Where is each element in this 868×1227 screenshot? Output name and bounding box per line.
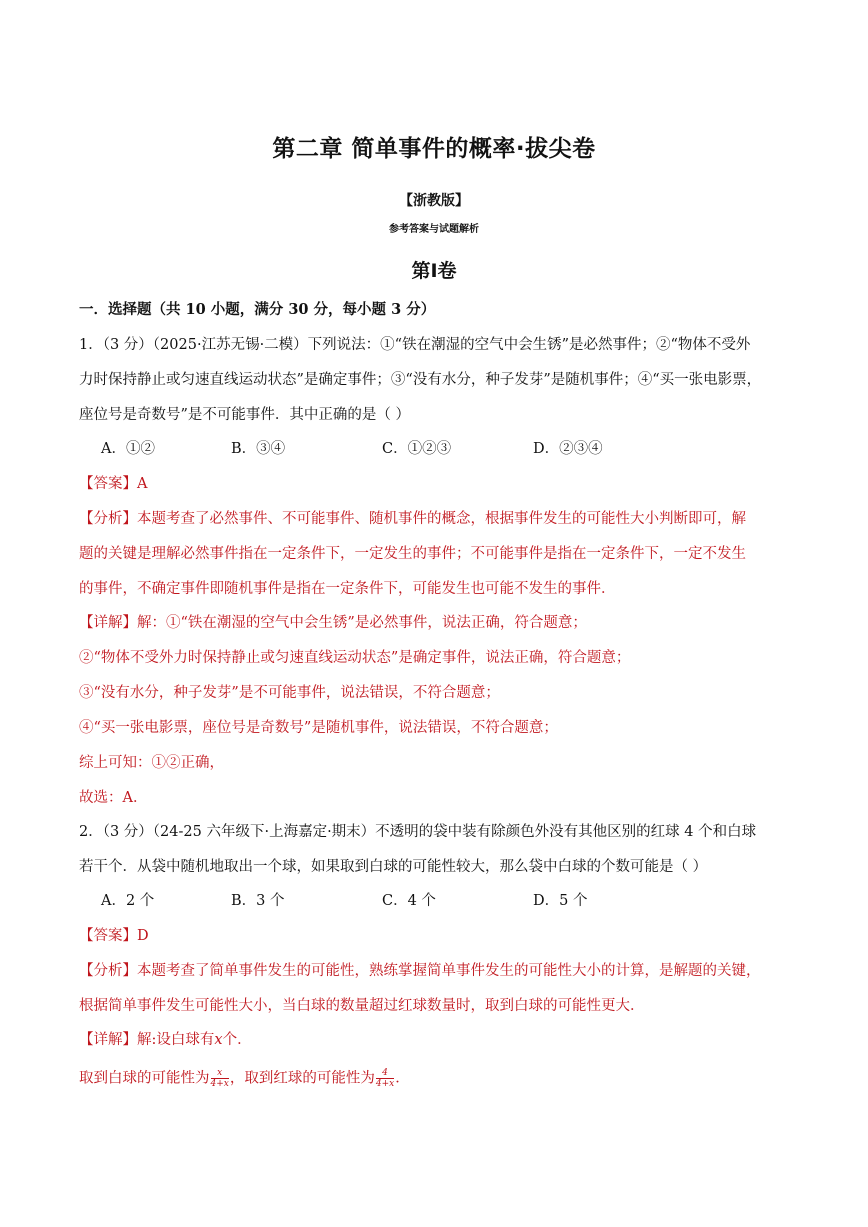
q1-option-c: C．①②③ xyxy=(382,441,452,457)
red-probability-fraction xyxy=(376,1068,394,1089)
q2-stem-line-1: 2．（3 分）（24-25 六年级下·上海嘉定·期末）不透明的袋中装有除颜色外没有其他区别的红球 4 个和白球 xyxy=(79,824,757,840)
q1-stem-line-2: 力时保持静止或匀速直线运动状态”是确定事件；③“没有水分，种子发芽”是随机事件；④“买一张电影票， xyxy=(79,372,762,388)
q1-stem-line-3: 座位号是奇数号”是不可能事件．其中正确的是（ ） xyxy=(79,407,411,423)
q2-analysis-line-2: 根据简单事件发生可能性大小，当白球的数量超过红球数量时，取到白球的可能性更大． xyxy=(79,998,645,1014)
q1-answer: 【答案】A xyxy=(79,476,148,492)
q2-option-a: A．2 个 xyxy=(101,893,155,909)
fraction-denominator: 4+x xyxy=(210,1079,229,1089)
white-probability-fraction xyxy=(211,1068,229,1089)
q1-option-a: A．①② xyxy=(101,441,155,457)
q2-option-b: B．3 个 xyxy=(231,893,285,909)
q2-stem-line-2: 若干个．从袋中随机地取出一个球，如果取到白球的可能性较大，那么袋中白球的个数可能是（ ） xyxy=(79,859,708,875)
q2-calc-end: ． xyxy=(395,1070,410,1087)
q1-analysis-line-2: 题的关键是理解必然事件指在一定条件下，一定发生的事件；不可能事件是指在一定条件下，一定不发生 xyxy=(79,546,746,562)
q1-stem-line-1: 1．（3 分）（2025·江苏无锡·二模）下列说法：①“铁在潮湿的空气中会生锈”是必然事件；②“物体不受外 xyxy=(79,337,751,353)
section-heading: 一．选择题（共 10 小题，满分 30 分，每小题 3 分） xyxy=(79,301,436,318)
q1-detail-line-1: 【详解】解：①“铁在潮湿的空气中会生锈”是必然事件，说法正确，符合题意； xyxy=(79,615,587,631)
q1-choose: 故选：A． xyxy=(79,790,148,806)
q2-detail-suffix: 个． xyxy=(222,1032,252,1048)
q2-detail-line-1 xyxy=(79,1030,799,1050)
q2-answer: 【答案】D xyxy=(79,928,149,944)
q1-detail-line-4: ④“买一张电影票，座位号是奇数号”是随机事件，说法错误，不符合题意； xyxy=(79,720,558,736)
q1-detail-line-2: ②“物体不受外力时保持静止或匀速直线运动状态”是确定事件，说法正确，符合题意； xyxy=(79,650,631,666)
q2-calc-part-1: 取到白球的可能性为 xyxy=(79,1070,210,1087)
q2-detail-prefix: 【详解】解:设白球有 xyxy=(79,1032,215,1048)
q2-detail-variable: x xyxy=(214,1032,223,1048)
q2-option-c: C．4 个 xyxy=(382,893,436,909)
document-subtitle: 参考答案与试题解析 xyxy=(389,224,479,235)
q1-option-d: D．②③④ xyxy=(533,441,603,457)
fraction-denominator: 4+x xyxy=(375,1079,395,1089)
q1-analysis-line-3: 的事件，不确定事件即随机事件是指在一定条件下，可能发生也可能不发生的事件． xyxy=(79,581,616,597)
fraction-numerator: x xyxy=(211,1068,229,1079)
q2-analysis-line-1: 【分析】本题考查了简单事件发生的可能性，熟练掌握简单事件发生的可能性大小的计算，是解题的关键， xyxy=(79,963,761,979)
q1-option-b: B．③④ xyxy=(231,441,286,457)
q2-option-d: D．5 个 xyxy=(533,893,588,909)
q1-detail-line-3: ③“没有水分，种子发芽”是不可能事件，说法错误，不符合题意； xyxy=(79,685,500,701)
q2-calc-part-2: ，取到红球的可能性为 xyxy=(229,1070,375,1087)
q1-summary: 综上可知：①②正确， xyxy=(79,755,224,771)
document-title: 第二章 简单事件的概率·拔尖卷 xyxy=(272,136,596,162)
edition-label: 【浙教版】 xyxy=(399,193,469,209)
q2-probability-line xyxy=(79,1068,799,1089)
q1-analysis-line-1: 【分析】本题考查了必然事件、不可能事件、随机事件的概念，根据事件发生的可能性大小判断即可，解 xyxy=(79,511,746,527)
fraction-numerator: 4 xyxy=(376,1068,394,1079)
volume-heading: 第Ⅰ卷 xyxy=(411,260,457,282)
